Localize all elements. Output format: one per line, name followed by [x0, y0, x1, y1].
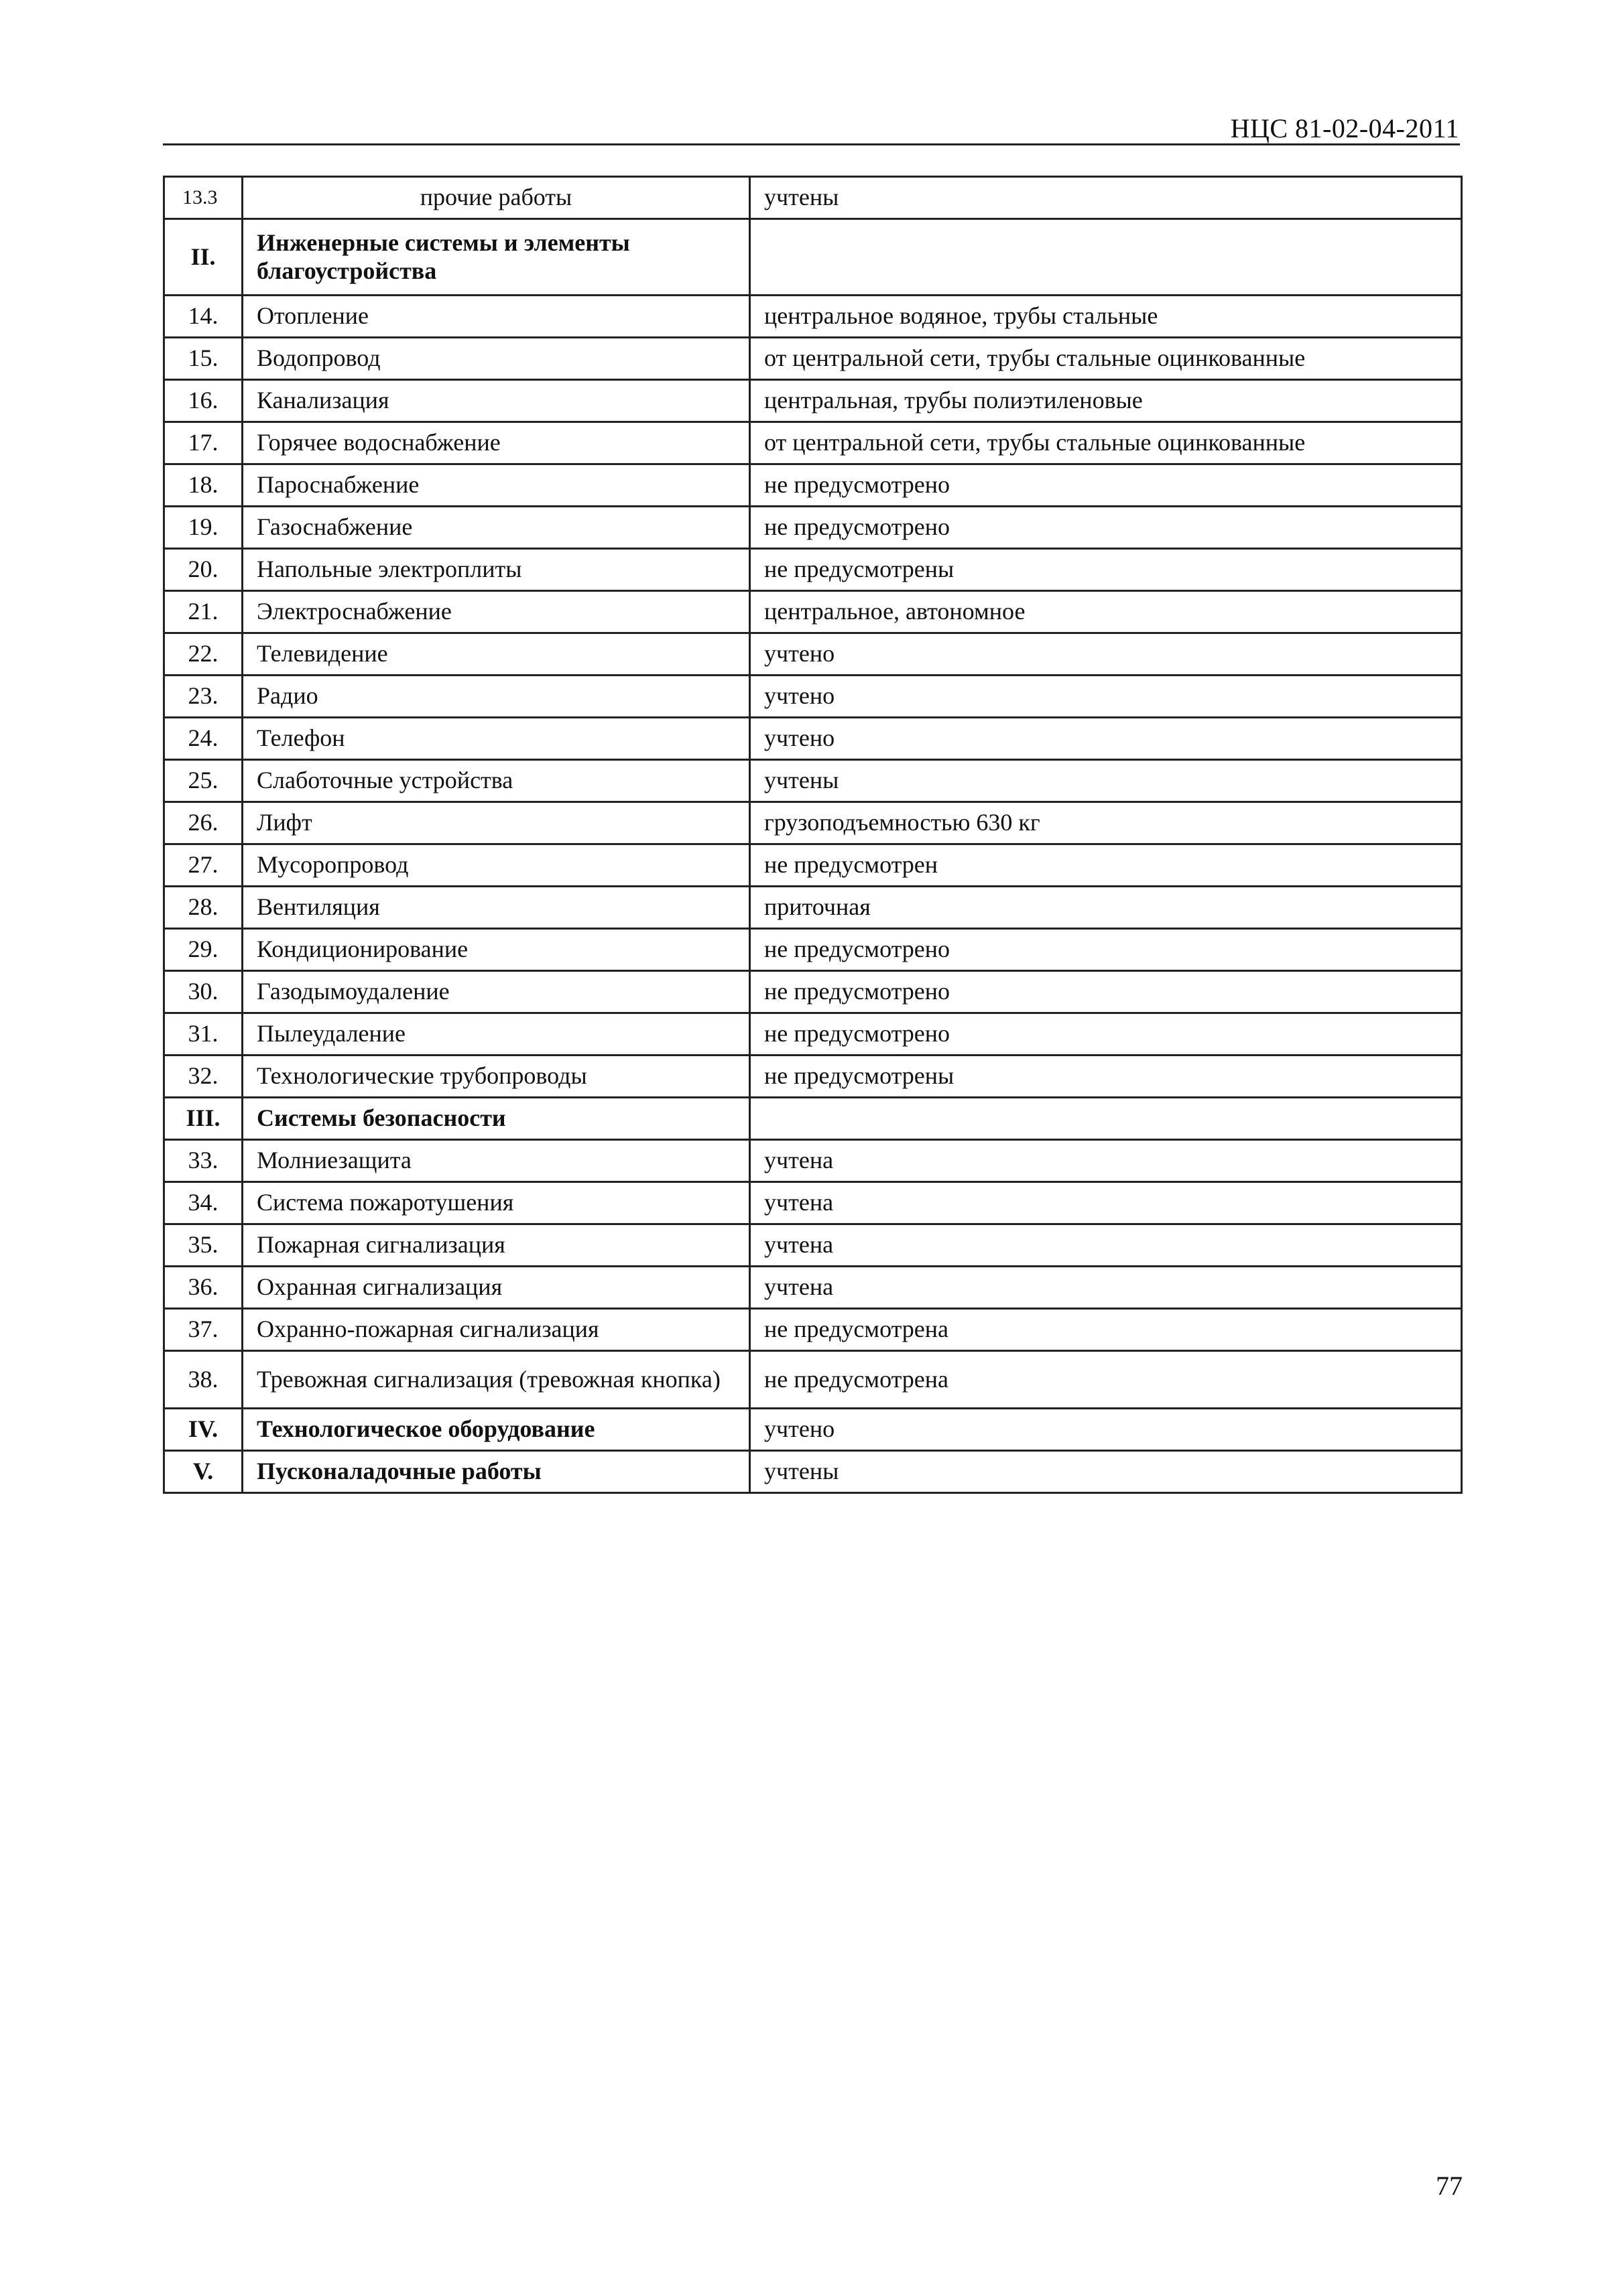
section-number: V. [164, 1451, 243, 1493]
table-row [164, 1140, 1462, 1182]
row-value: учтено [750, 633, 1462, 676]
page-number: 77 [1436, 2171, 1463, 2201]
row-value: не предусмотрено [750, 929, 1462, 971]
row-name: Мусоропровод [243, 844, 750, 887]
row-name: Охранно-пожарная сигнализация [243, 1309, 750, 1351]
row-number: 34. [164, 1182, 243, 1224]
row-value: грузоподъемностью 630 кг [750, 802, 1462, 844]
row-value: учтена [750, 1224, 1462, 1267]
row-value [750, 1098, 1462, 1140]
row-number: 26. [164, 802, 243, 844]
row-value: не предусмотрено [750, 1013, 1462, 1056]
section-row [164, 1451, 1462, 1493]
row-number: 29. [164, 929, 243, 971]
table-row [164, 929, 1462, 971]
row-value: учтена [750, 1140, 1462, 1182]
row-name: Лифт [243, 802, 750, 844]
row-number: 21. [164, 591, 243, 633]
table-row [164, 338, 1462, 380]
table-row [164, 676, 1462, 718]
row-name: Напольные электроплиты [243, 549, 750, 591]
row-value: учтено [750, 676, 1462, 718]
table-row [164, 591, 1462, 633]
section-title: Системы безопасности [243, 1098, 750, 1140]
section-number: III. [164, 1098, 243, 1140]
table-row [164, 1309, 1462, 1351]
row-name: Телевидение [243, 633, 750, 676]
row-name: Электроснабжение [243, 591, 750, 633]
row-name: Телефон [243, 718, 750, 760]
row-value: учтено [750, 718, 1462, 760]
row-value: центральная, трубы полиэтиленовые [750, 380, 1462, 422]
row-number: 22. [164, 633, 243, 676]
table-row [164, 1267, 1462, 1309]
row-number: 17. [164, 422, 243, 464]
row-value: приточная [750, 887, 1462, 929]
row-name: Отопление [243, 296, 750, 338]
row-name: Горячее водоснабжение [243, 422, 750, 464]
row-name: Слаботочные устройства [243, 760, 750, 802]
table-row [164, 464, 1462, 507]
table-row [164, 549, 1462, 591]
row-name: Пылеудаление [243, 1013, 750, 1056]
row-number: 20. [164, 549, 243, 591]
row-name: Вентиляция [243, 887, 750, 929]
row-value: не предусмотрено [750, 464, 1462, 507]
row-name: Молниезащита [243, 1140, 750, 1182]
row-name: Газоснабжение [243, 507, 750, 549]
row-number: 24. [164, 718, 243, 760]
row-number: 16. [164, 380, 243, 422]
table-row [164, 1182, 1462, 1224]
table-row [164, 507, 1462, 549]
row-value: центральное водяное, трубы стальные [750, 296, 1462, 338]
row-name: Тревожная сигнализация (тревожная кнопка) [243, 1351, 750, 1409]
row-number: 35. [164, 1224, 243, 1267]
row-number: 38. [164, 1351, 243, 1409]
row-name: Пароснабжение [243, 464, 750, 507]
row-number: 30. [164, 971, 243, 1013]
table-row [164, 718, 1462, 760]
row-value: учтена [750, 1182, 1462, 1224]
section-title: Пусконаладочные работы [243, 1451, 750, 1493]
row-number: 32. [164, 1056, 243, 1098]
row-number: 13.3 [164, 177, 243, 219]
row-value [750, 219, 1462, 296]
table-row [164, 1224, 1462, 1267]
table-row [164, 177, 1462, 219]
row-name: Пожарная сигнализация [243, 1224, 750, 1267]
document-code: НЦС 81-02-04-2011 [1230, 113, 1459, 143]
section-number: II. [164, 219, 243, 296]
row-value: не предусмотрена [750, 1351, 1462, 1409]
row-number: 15. [164, 338, 243, 380]
row-value: не предусмотрено [750, 507, 1462, 549]
row-number: 23. [164, 676, 243, 718]
section-title: Технологическое оборудование [243, 1409, 750, 1451]
row-number: 37. [164, 1309, 243, 1351]
header-rule [163, 143, 1460, 145]
row-name: Кондиционирование [243, 929, 750, 971]
row-name: Система пожаротушения [243, 1182, 750, 1224]
row-name: Канализация [243, 380, 750, 422]
table-row [164, 1056, 1462, 1098]
row-name: Водопровод [243, 338, 750, 380]
table-row [164, 1013, 1462, 1056]
row-number: 25. [164, 760, 243, 802]
row-value: не предусмотрено [750, 971, 1462, 1013]
row-name: Радио [243, 676, 750, 718]
row-value: учтены [750, 760, 1462, 802]
row-value: не предусмотрены [750, 549, 1462, 591]
specification-table [163, 176, 1463, 1494]
section-row [164, 1409, 1462, 1451]
section-title: Инженерные системы и элементы благоустройства [243, 219, 750, 296]
section-number: IV. [164, 1409, 243, 1451]
row-number: 33. [164, 1140, 243, 1182]
row-value: от центральной сети, трубы стальные оцинкованные [750, 338, 1462, 380]
row-name: Газодымоудаление [243, 971, 750, 1013]
row-number: 31. [164, 1013, 243, 1056]
row-number: 14. [164, 296, 243, 338]
table-row [164, 802, 1462, 844]
table-row [164, 844, 1462, 887]
row-value: не предусмотрены [750, 1056, 1462, 1098]
row-value: не предусмотрен [750, 844, 1462, 887]
table-row [164, 422, 1462, 464]
row-value: учтена [750, 1267, 1462, 1309]
table-row [164, 1351, 1462, 1409]
table-row [164, 971, 1462, 1013]
row-value: от центральной сети, трубы стальные оцинкованные [750, 422, 1462, 464]
row-value: не предусмотрена [750, 1309, 1462, 1351]
row-name: Технологические трубопроводы [243, 1056, 750, 1098]
table-row [164, 296, 1462, 338]
table-row [164, 887, 1462, 929]
row-number: 36. [164, 1267, 243, 1309]
table-row [164, 760, 1462, 802]
table-row [164, 633, 1462, 676]
row-number: 19. [164, 507, 243, 549]
section-row [164, 1098, 1462, 1140]
section-row [164, 219, 1462, 296]
row-number: 27. [164, 844, 243, 887]
row-name: прочие работы [243, 177, 750, 219]
row-value: учтены [750, 1451, 1462, 1493]
row-number: 18. [164, 464, 243, 507]
row-number: 28. [164, 887, 243, 929]
row-value: центральное, автономное [750, 591, 1462, 633]
row-value: учтены [750, 177, 1462, 219]
row-value: учтено [750, 1409, 1462, 1451]
table-row [164, 380, 1462, 422]
row-name: Охранная сигнализация [243, 1267, 750, 1309]
